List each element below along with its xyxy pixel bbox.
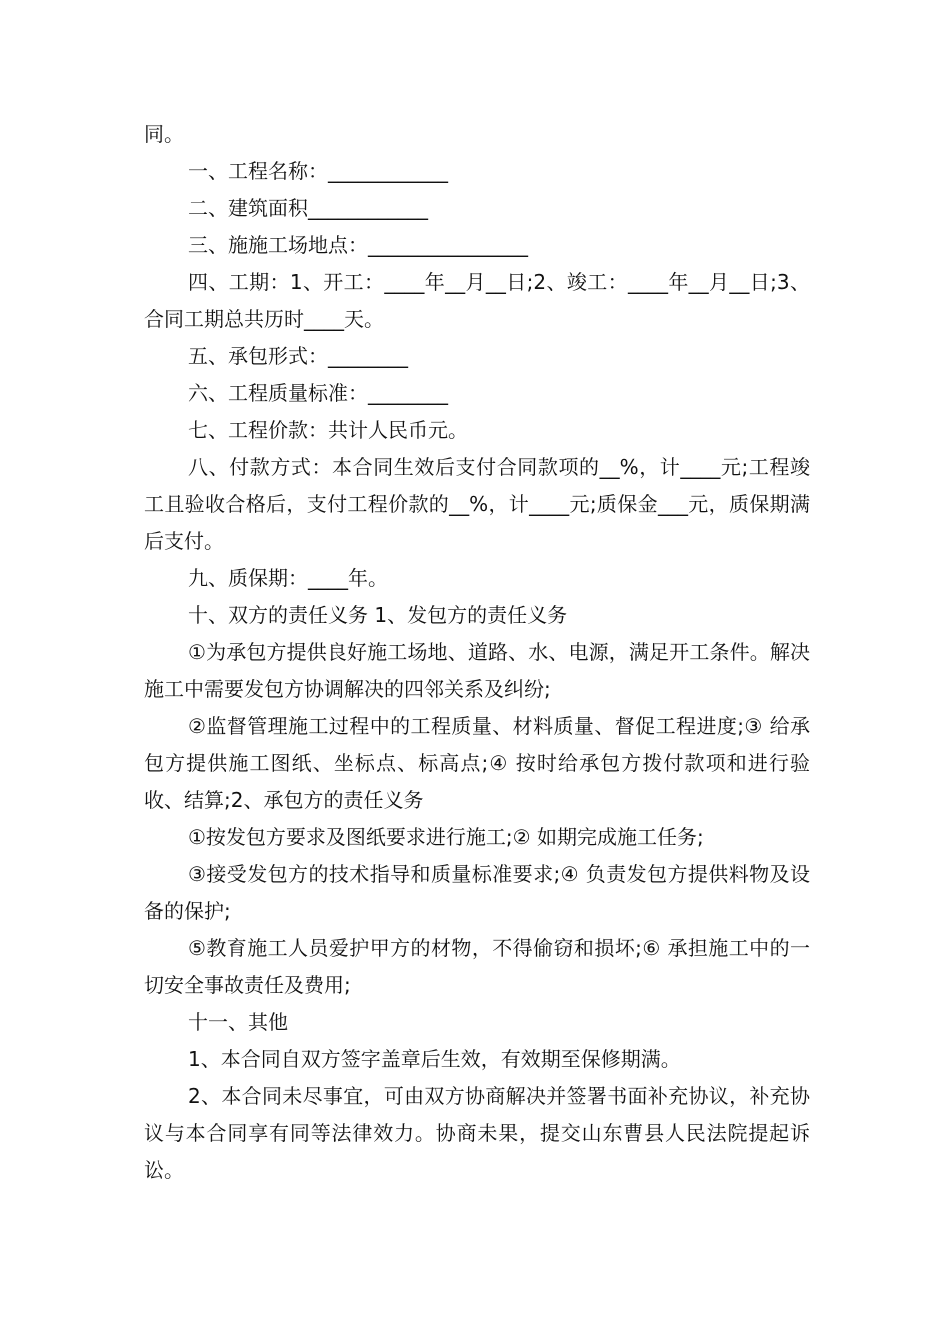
paragraph-other-1: 1、本合同自双方签字盖章后生效，有效期至保修期满。 [188, 1047, 681, 1071]
document-page [144, 116, 810, 1189]
paragraph-building-area: 二、建筑面积____________ [188, 196, 428, 220]
paragraph-quality-standard: 六、工程质量标准：________ [188, 381, 448, 405]
paragraph-employer-duty-2: ②监督管理施工过程中的工程质量、材料质量、督促工程进度;③ 给承包方提供施工图纸、坐标点、标高点;④ 按时给承包方拨付款项和进行验收、结算;2、承包方的责任义务 [144, 714, 810, 812]
paragraph-construction-period: 四、工期：1、开工：____年__月__日;2、竣工：____年__月__日;3、合同工期总共历时____天。 [144, 270, 810, 331]
paragraph-continuation: 同。 [144, 122, 184, 146]
paragraph-site-location: 三、施施工场地点：________________ [188, 233, 528, 257]
paragraph-contract-form: 五、承包形式：________ [188, 344, 408, 368]
paragraph-other-2: 2、本合同未尽事宜，可由双方协商解决并签署书面补充协议，补充协议与本合同享有同等法律效力。协商未果，提交山东曹县人民法院提起诉讼。 [144, 1084, 810, 1182]
paragraph-other-heading: 十一、其他 [188, 1010, 288, 1034]
paragraph-contractor-duty-1: ①按发包方要求及图纸要求进行施工;② 如期完成施工任务; [188, 825, 704, 849]
paragraph-contractor-duty-2: ③接受发包方的技术指导和质量标准要求;④ 负责发包方提供料物及设备的保护; [144, 862, 810, 923]
paragraph-payment-method: 八、付款方式：本合同生效后支付合同款项的__%，计____元;工程竣工且验收合格后，支付工程价款的__%，计____元;质保金___元，质保期满后支付。 [144, 455, 810, 553]
paragraph-responsibilities-heading: 十、双方的责任义务 1、发包方的责任义务 [188, 603, 568, 627]
paragraph-project-name: 一、工程名称：____________ [188, 159, 448, 183]
paragraph-employer-duty-1: ①为承包方提供良好施工场地、道路、水、电源，满足开工条件。解决施工中需要发包方协调解决的四邻关系及纠纷; [144, 640, 810, 701]
paragraph-warranty-period: 九、质保期：____年。 [188, 566, 388, 590]
paragraph-contractor-duty-3: ⑤教育施工人员爱护甲方的材物，不得偷窃和损坏;⑥ 承担施工中的一切安全事故责任及费用; [144, 936, 810, 997]
paragraph-project-price: 七、工程价款：共计人民币元。 [188, 418, 468, 442]
